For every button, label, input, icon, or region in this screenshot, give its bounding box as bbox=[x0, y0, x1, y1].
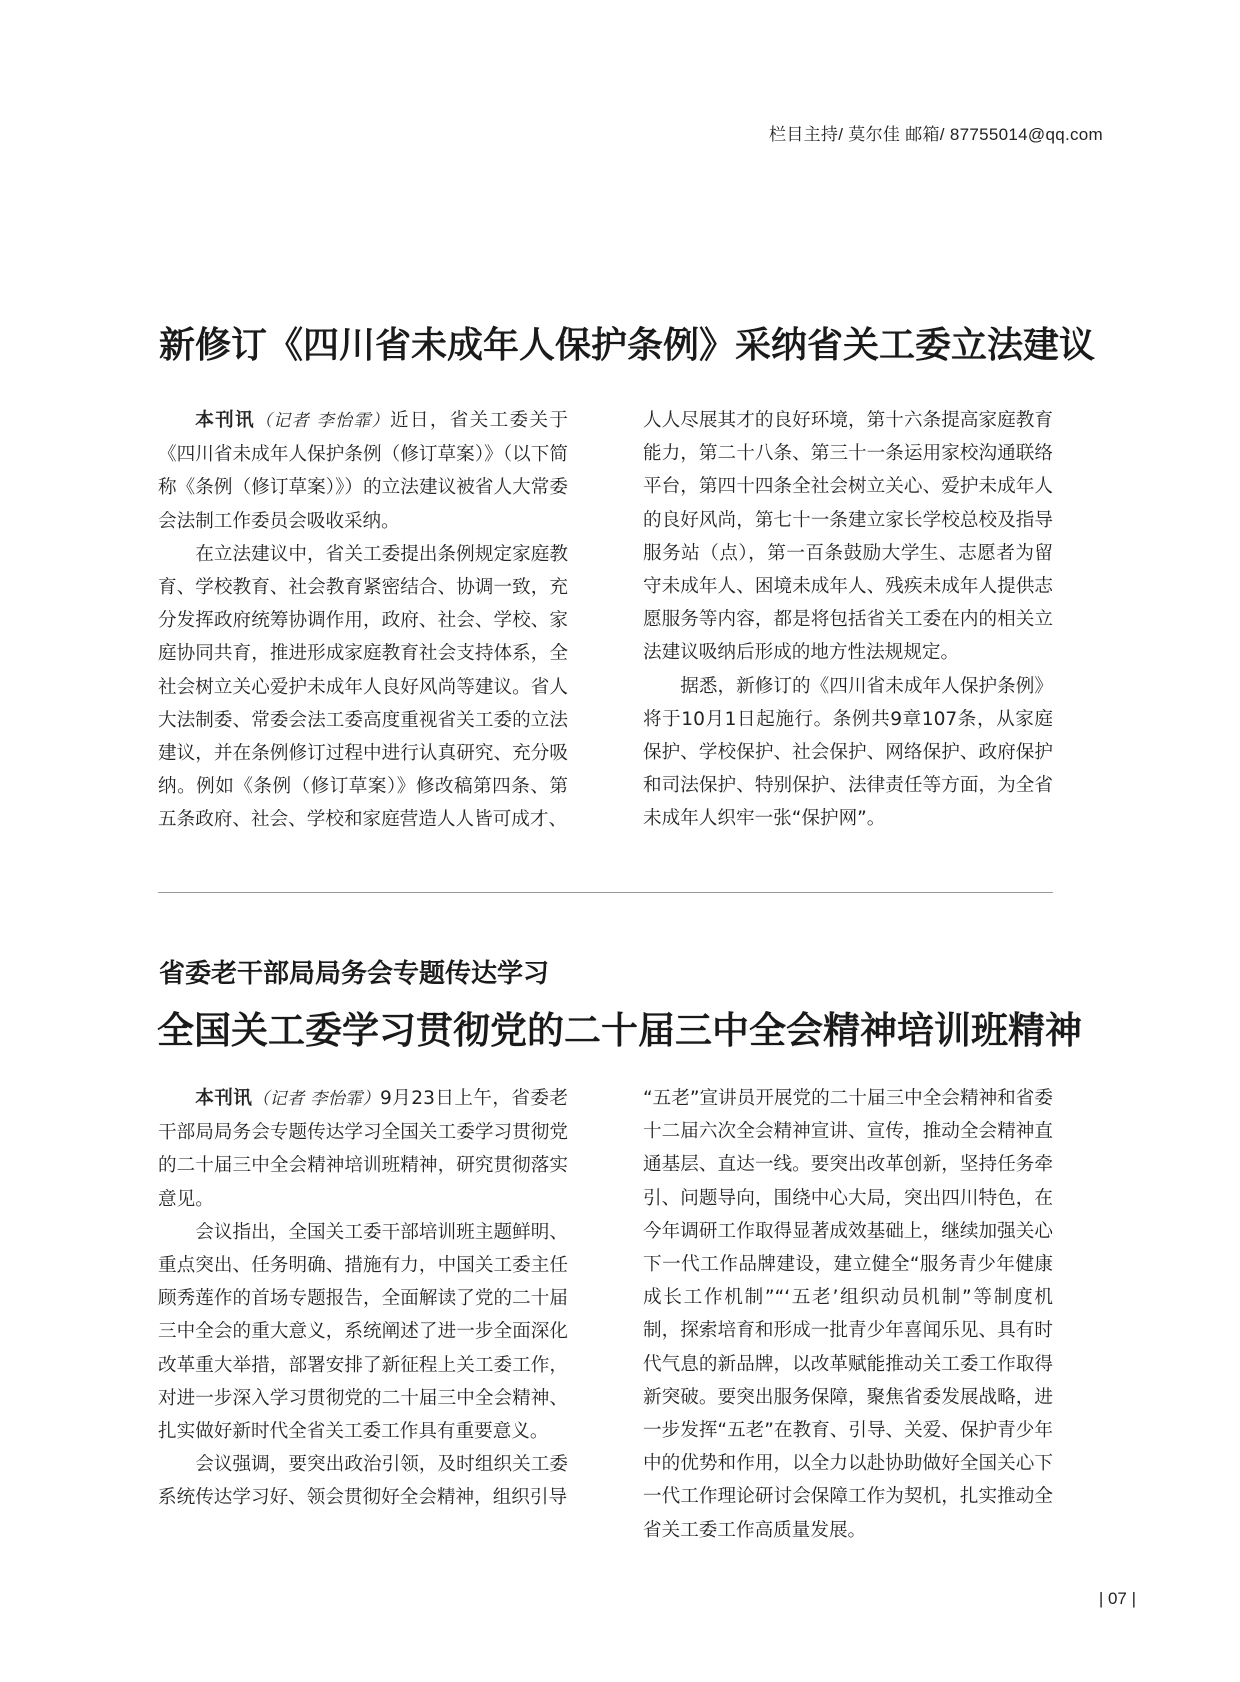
article-2-subtitle: 省委老干部局局务会专题传达学习 bbox=[159, 959, 550, 989]
column-host-line: 栏目主持/ 莫尔佳 邮箱/ 87755014@qq.com bbox=[769, 125, 1103, 144]
article-2-paragraph-3: 会议强调，要突出政治引领，及时组织关工委系统传达学习好、领会贯彻好全会精神，组织引导 bbox=[158, 1454, 568, 1509]
article-1-column-right bbox=[643, 404, 1053, 836]
section-divider bbox=[158, 892, 1053, 893]
article-1-paragraph-1 bbox=[158, 404, 568, 538]
article-2-column-right bbox=[643, 1082, 1053, 1547]
article-2-paragraph-2: 会议指出，全国关工委干部培训班主题鲜明、重点突出、任务明确、措施有力，中国关工委主任顾秀莲作的首场专题报告，全面解读了党的二十届三中全会的重大意义，系统阐述了进一步全面深化改革重大举措，部署安排了新征程上关工委工作，对进一步深入学习贯彻党的二十届三中全会精神、扎实做好新时代全省关工委工作具有重要意义。 bbox=[158, 1221, 568, 1443]
article-1-paragraph-2: 在立法建议中，省关工委提出条例规定家庭教育、学校教育、社会教育紧密结合、协调一致，充分发挥政府统筹协调作用，政府、社会、学校、家庭协同共育，推进形成家庭教育社会支持体系，全社会树立关心爱护未成年人良好风尚等建议。省人大法制委、常委会法工委高度重视省关工委的立法建议，并在条例修订过程中进行认真研究、充分吸纳。例如《条例（修订草案）》修改稿第四条、第五条政府、社会、学校和家庭营造人人皆可成才、 bbox=[158, 543, 568, 831]
article-2-lead: 本刊讯 bbox=[195, 1088, 253, 1109]
article-1-paragraph-2-continued: 人人尽展其才的良好环境，第十六条提高家庭教育能力，第二十八条、第三十一条运用家校沟通联络平台，第四十四条全社会树立关心、爱护未成年人的良好风尚，第七十一条建立家长学校总校及指导服务站（点），第一百条鼓励大学生、志愿者为留守未成年人、困境未成年人、残疾未成年人提供志愿服务等内容，都是将包括省关工委在内的相关立法建议吸纳后形成的地方性法规规定。 bbox=[643, 410, 1053, 664]
article-2-reporter: （记者 李怡霏） bbox=[252, 1089, 380, 1109]
article-1-lead: 本刊讯 bbox=[195, 410, 255, 431]
article-1-title: 新修订《四川省未成年人保护条例》采纳省关工委立法建议 bbox=[159, 325, 1096, 366]
article-2-paragraph-3-continued: “五老”宣讲员开展党的二十届三中全会精神和省委十二届六次全会精神宣讲、宣传，推动全会精神直通基层、直达一线。要突出改革创新，坚持任务牵引、问题导向，围绕中心大局，突出四川特色，在今年调研工作取得显著成效基础上，继续加强关心下一代工作品牌建设，建立健全“服务青少年健康成长工作机制”“‘五老’组织动员机制”等制度机制，探索培育和形成一批青少年喜闻乐见、具有时代气息的新品牌，以改革赋能推动关工委工作取得新突破。要突出服务保障，聚焦省委发展战略，进一步发挥“五老”在教育、引导、关爱、保护青少年中的优势和作用，以全力以赴协助做好全国关心下一代工作理论研讨会保障工作为契机，扎实推动全省关工委工作高质量发展。 bbox=[643, 1088, 1053, 1541]
page-number: | 07 | bbox=[1098, 1589, 1136, 1608]
article-2-column-left bbox=[158, 1082, 568, 1515]
article-2-paragraph-1-text: 9月23日上午，省委老干部局局务会专题传达学习全国关工委学习贯彻党的二十届三中全会精神培训班精神，研究贯彻落实意见。 bbox=[158, 1088, 568, 1210]
article-1-reporter: （记者 李怡霏） bbox=[254, 411, 391, 431]
article-1-paragraph-1-text: 近日，省关工委关于《四川省未成年人保护条例（修订草案）》（以下简称《条例（修订草案）》）的立法建议被省人大常委会法制工作委员会吸收采纳。 bbox=[158, 410, 568, 532]
article-2-title: 全国关工委学习贯彻党的二十届三中全会精神培训班精神 bbox=[157, 1008, 1082, 1052]
article-1-column-left bbox=[158, 404, 568, 837]
article-2-paragraph-1 bbox=[158, 1082, 568, 1216]
article-1-paragraph-3: 据悉，新修订的《四川省未成年人保护条例》将于10月1日起施行。条例共9章107条，从家庭保护、学校保护、社会保护、网络保护、政府保护和司法保护、特别保护、法律责任等方面，为全省未成年人织牢一张“保护网”。 bbox=[643, 675, 1053, 830]
